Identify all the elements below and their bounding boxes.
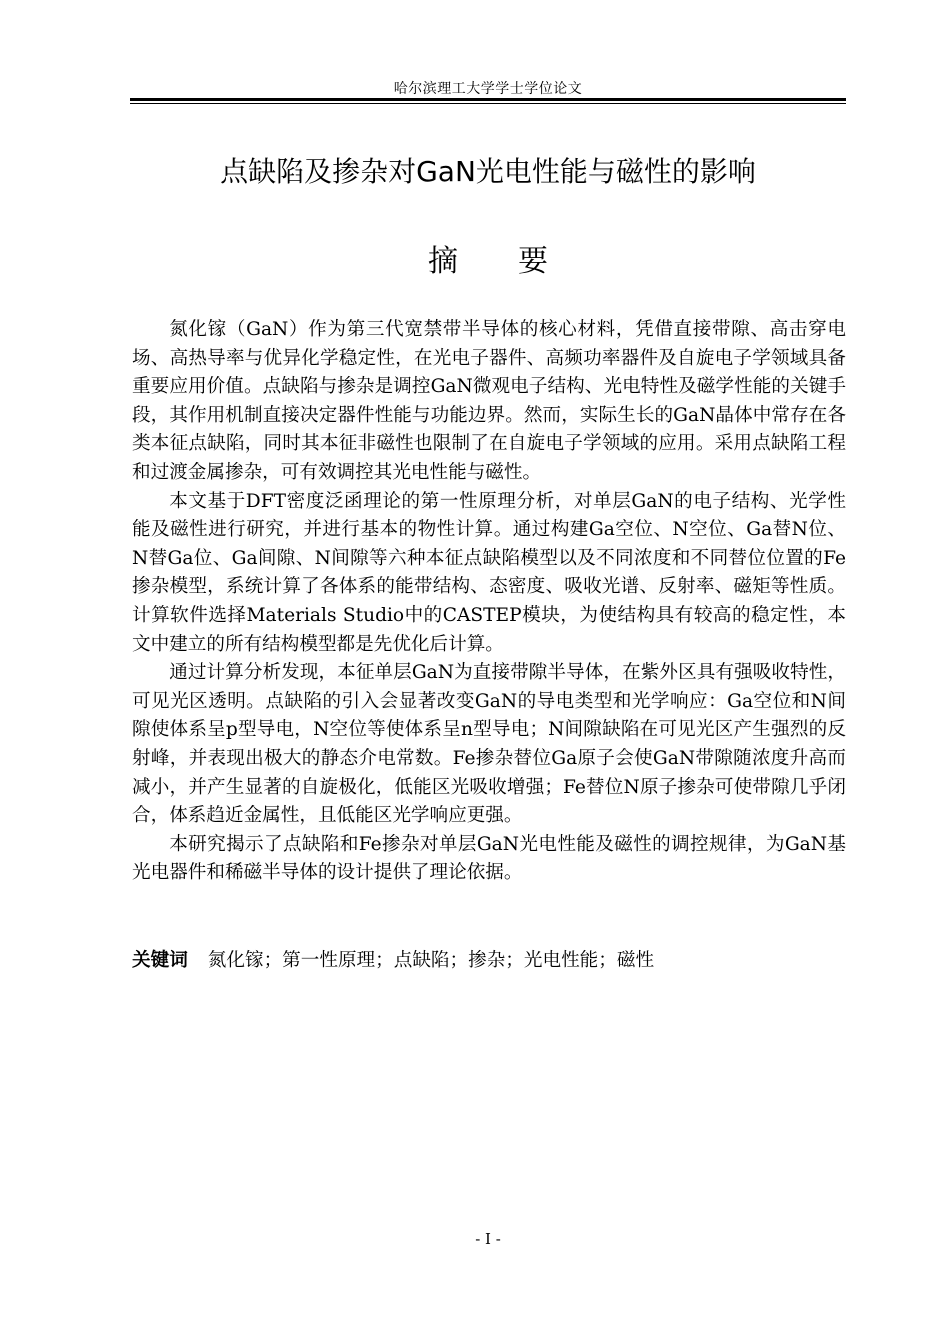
keywords-text: 氮化镓；第一性原理；点缺陷；掺杂；光电性能；磁性 bbox=[207, 950, 655, 971]
abstract-body bbox=[132, 316, 846, 888]
header-rule-thick bbox=[130, 98, 846, 101]
page-number: - I - bbox=[475, 1230, 501, 1248]
header-rule-thin bbox=[130, 103, 846, 104]
abstract-heading: 摘要 bbox=[428, 244, 608, 279]
abstract-paragraph-4: 本研究揭示了点缺陷和Fe掺杂对单层GaN光电性能及磁性的调控规律，为GaN基光电器件和稀磁半导体的设计提供了理论依据。 bbox=[132, 833, 846, 884]
abstract-paragraph-1: 氮化镓（GaN）作为第三代宽禁带半导体的核心材料，凭借直接带隙、高击穿电场、高热导率与优异化学稳定性，在光电子器件、高频功率器件及自旋电子学领域具备重要应用价值。点缺陷与掺杂是调控GaN微观电子结构、光电特性及磁学性能的关键手段，其作用机制直接决定器件性能与功能边界。然而，实际生长的GaN晶体中常存在各类本征点缺陷，同时其本征非磁性也限制了在自旋电子学领域的应用。采用点缺陷工程和过渡金属掺杂，可有效调控其光电性能与磁性。 bbox=[132, 319, 846, 483]
keywords-label: 关键词 bbox=[132, 950, 188, 971]
thesis-title: 点缺陷及掺杂对GaN光电性能与磁性的影响 bbox=[220, 155, 756, 188]
running-header: 哈尔滨理工大学学士学位论文 bbox=[393, 81, 583, 97]
abstract-paragraph-3: 通过计算分析发现，本征单层GaN为直接带隙半导体，在紫外区具有强吸收特性，可见光区透明。点缺陷的引入会显著改变GaN的导电类型和光学响应：Ga空位和N间隙使体系呈p型导电，N空位等使体系呈n型导电；N间隙缺陷在可见光区产生强烈的反射峰，并表现出极大的静态介电常数。Fe掺杂替位Ga原子会使GaN带隙随浓度升高而减小，并产生显著的自旋极化，低能区光吸收增强；Fe替位N原子掺杂可使带隙几乎闭合，体系趋近金属性，且低能区光学响应更强。 bbox=[132, 662, 846, 827]
abstract-paragraph-2: 本文基于DFT密度泛函理论的第一性原理分析，对单层GaN的电子结构、光学性能及磁性进行研究，并进行基本的物性计算。通过构建Ga空位、N空位、Ga替N位、N替Ga位、Ga间隙、N间隙等六种本征点缺陷模型以及不同浓度和不同替位位置的Fe掺杂模型，系统计算了各体系的能带结构、态密度、吸收光谱、反射率、磁矩等性质。计算软件选择Materials Studio中的CASTEP模块，为使结构具有较高的稳定性，本文中建立的所有结构模型都是先优化后计算。 bbox=[132, 490, 846, 655]
keywords-line bbox=[132, 947, 846, 975]
